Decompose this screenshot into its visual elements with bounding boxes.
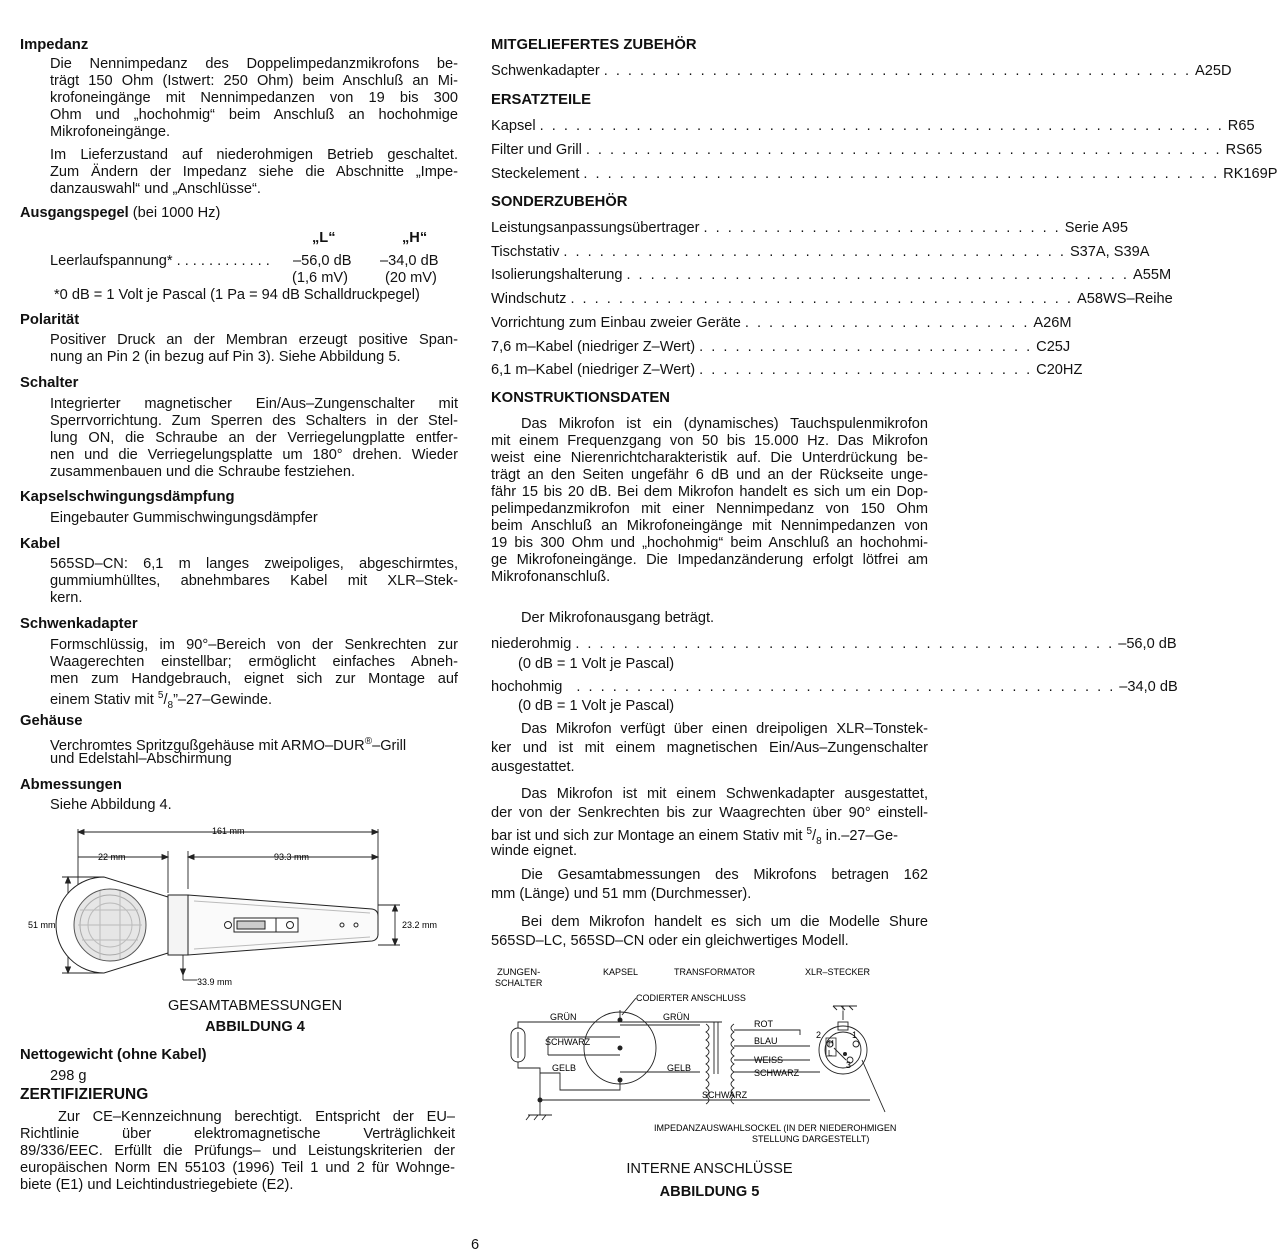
list-item: Schwenkadapter . . . . . . . . . . . . . . . . . . . . . . . . . . . . . . . . . . . . . . . . . . . . . . . . . A25D	[491, 63, 1232, 79]
konstruktion-heading: KONSTRUKTIONSDATEN	[491, 390, 670, 406]
label-blau: BLAU	[754, 1036, 778, 1046]
label-xlr: XLR–STECKER	[805, 967, 871, 977]
list-item: Filter und Grill . . . . . . . . . . . . . . . . . . . . . . . . . . . . . . . . . . . . . . . . . . . . . . . . . . . . . RS65	[491, 142, 1263, 158]
netto-heading: Nettogewicht (ohne Kabel)	[20, 1047, 207, 1063]
polaritaet-heading: Polarität	[20, 312, 80, 328]
label-pin2: 2	[816, 1030, 822, 1040]
kapsel-heading: Kapselschwingungsdämpfung	[20, 489, 235, 505]
label-schwarz3: SCHWARZ	[702, 1090, 748, 1100]
dim-161: 161 mm	[212, 826, 245, 836]
label-schwarz2: SCHWARZ	[754, 1068, 800, 1078]
gehaeuse-heading: Gehäuse	[20, 713, 83, 729]
list-item: Steckelement . . . . . . . . . . . . . . . . . . . . . . . . . . . . . . . . . . . . . . . . . . . . . . . . . . . . . RK169P	[491, 166, 1278, 182]
fig5-label: ABBILDUNG 5	[659, 1184, 760, 1200]
ausgangspegel-heading: Ausgangspegel (bei 1000 Hz)	[20, 205, 221, 221]
list-item: 6,1 m–Kabel (niedriger Z–Wert) . . . . . . . . . . . . . . . . . . . . . . . . . . . . C20HZ	[491, 362, 1083, 378]
abmessungen-heading: Abmessungen	[20, 777, 122, 793]
label-gruen1: GRÜN	[550, 1012, 577, 1022]
label-gruen2: GRÜN	[663, 1012, 690, 1022]
label-gelb2: GELB	[667, 1063, 692, 1073]
schwenk-heading: Schwenkadapter	[20, 616, 138, 632]
page-number: 6	[470, 1237, 480, 1253]
dim-51: 51 mm	[28, 920, 56, 930]
label-schwarz1: SCHWARZ	[545, 1037, 591, 1047]
ersatz-heading: ERSATZTEILE	[491, 92, 592, 108]
fig4-label: ABBILDUNG 4	[205, 1019, 305, 1035]
label-note1: IMPEDANZAUSWAHLSOCKEL (IN DER NIEDEROHMIGEN	[654, 1123, 897, 1133]
list-item: Leistungsanpassungsübertrager . . . . . . . . . . . . . . . . . . . . . . . . . . . . . . Serie A95	[491, 220, 1129, 236]
figure-5-internal-wiring	[0, 960, 950, 1150]
netto-value: 298 g	[50, 1068, 87, 1084]
dim-22: 22 mm	[98, 852, 126, 862]
fig4-caption: GESAMTABMESSUNGEN	[167, 998, 343, 1014]
label-rot: ROT	[754, 1019, 773, 1029]
label-weiss: WEISS	[754, 1055, 784, 1065]
leerlauf-sub-h: (20 mV)	[385, 270, 437, 286]
nieder-row: niederohmig . . . . . . . . . . . . . . . . . . . . . . . . . . . . . . . . . . . . . . . . . . . . . –56,0 dB	[491, 636, 1177, 652]
col-h-header: „H“	[402, 230, 428, 246]
label-codiert: CODIERTER ANSCHLUSS	[636, 993, 746, 1003]
dim-232: 23.2 mm	[402, 920, 438, 930]
dim-339: 33.9 mm	[197, 977, 233, 987]
schalter-heading: Schalter	[20, 375, 79, 391]
nieder-sub: (0 dB = 1 Volt je Pascal)	[518, 656, 675, 672]
label-pinL: L	[828, 1049, 833, 1058]
label-pin1: 1	[852, 1030, 858, 1040]
list-item: Vorrichtung zum Einbau zweier Geräte . . . . . . . . . . . . . . . . . . . . . . . . A26M	[491, 315, 1072, 331]
label-note2: STELLUNG DARGESTELLT)	[752, 1134, 870, 1144]
ausgangspegel-footnote: *0 dB = 1 Volt je Pascal (1 Pa = 94 dB Schalldruckpegel)	[54, 287, 420, 303]
dim-933: 93.3 mm	[274, 852, 310, 862]
zubehoer-heading: MITGELIEFERTES ZUBEHÖR	[491, 37, 697, 53]
hoch-row: hochohmig . . . . . . . . . . . . . . . . . . . . . . . . . . . . . . . . . . . . . . . . . . . . . –34,0 dB	[491, 679, 1178, 695]
list-item: 7,6 m–Kabel (niedriger Z–Wert) . . . . . . . . . . . . . . . . . . . . . . . . . . . . C25J	[491, 339, 1071, 355]
label-trafo: TRANSFORMATOR	[674, 967, 756, 977]
leerlauf-sub-l: (1,6 mV)	[292, 270, 348, 286]
col-l-header: „L“	[312, 230, 336, 246]
hoch-sub: (0 dB = 1 Volt je Pascal)	[518, 698, 675, 714]
impedanz-heading: Impedanz	[20, 37, 89, 53]
list-item: Windschutz . . . . . . . . . . . . . . . . . . . . . . . . . . . . . . . . . . . . . . . . . . A58WS–Reihe	[491, 291, 1173, 307]
list-item: Kapsel . . . . . . . . . . . . . . . . . . . . . . . . . . . . . . . . . . . . . . . . . . . . . . . . . . . . . . . . . R65	[491, 118, 1255, 134]
leerlauf-val-l: –56,0 dB	[293, 253, 352, 269]
label-zungen2: SCHALTER	[495, 978, 543, 988]
label-kapsel: KAPSEL	[603, 967, 639, 977]
label-zungen1: ZUNGEN-	[497, 967, 541, 978]
leerlauf-label: Leerlaufspannung* . . . . . . . . . . . .	[50, 253, 270, 269]
zert-heading: ZERTIFIZIERUNG	[20, 1086, 149, 1103]
label-gelb1: GELB	[552, 1063, 577, 1073]
fig5-caption: INTERNE ANSCHLÜSSE	[626, 1161, 793, 1177]
sonder-heading: SONDERZUBEHÖR	[491, 194, 628, 210]
label-pinH: H	[828, 1039, 834, 1048]
leerlauf-val-h: –34,0 dB	[380, 253, 439, 269]
list-item: Tischstativ . . . . . . . . . . . . . . . . . . . . . . . . . . . . . . . . . . . . . . . . . . S37A, S39A	[491, 244, 1150, 260]
list-item: Isolierungshalterung . . . . . . . . . . . . . . . . . . . . . . . . . . . . . . . . . . . . . . . . . . A55M	[491, 267, 1172, 283]
kabel-heading: Kabel	[20, 536, 61, 552]
konstruktion-para2: Der Mikrofonausgang beträgt.	[521, 610, 715, 626]
label-pin3: 3	[846, 1060, 852, 1070]
